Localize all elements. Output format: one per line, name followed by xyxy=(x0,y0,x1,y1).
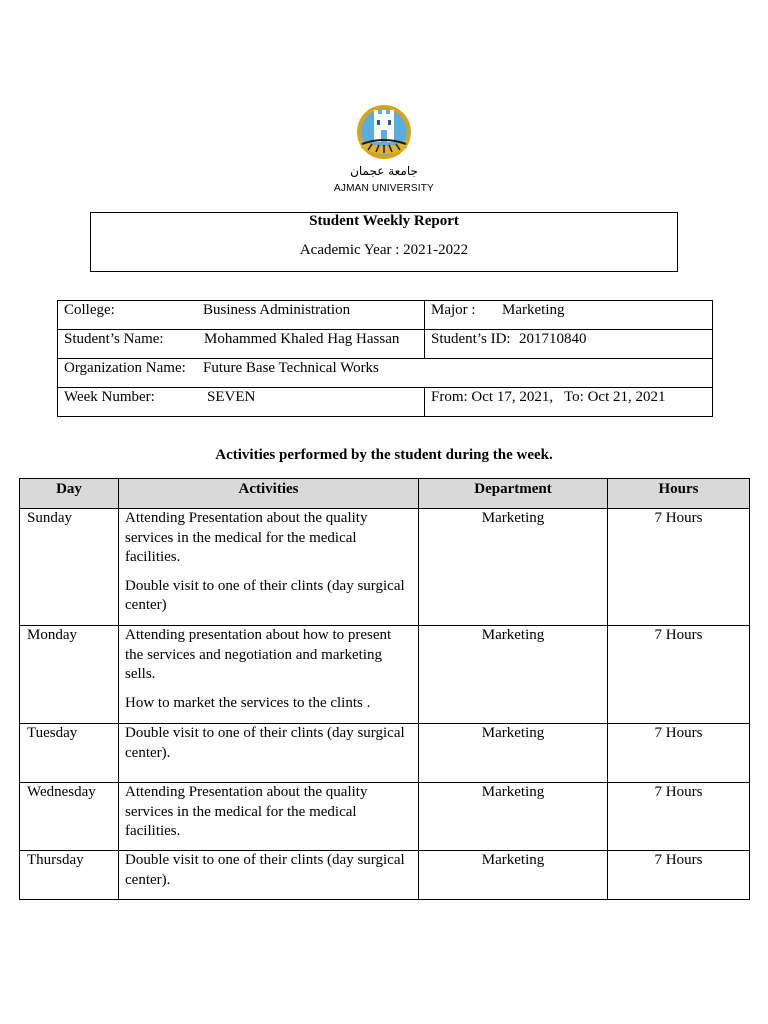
major-label: Major : xyxy=(431,302,476,318)
major-value: Marketing xyxy=(502,302,565,318)
activity-item: Double visit to one of their clints (day surgical center). xyxy=(125,725,405,761)
activities-cell xyxy=(119,851,419,900)
activities-cell xyxy=(119,626,419,724)
activity-item: How to market the services to the clints . xyxy=(125,694,371,711)
student-id-value: 201710840 xyxy=(519,331,587,347)
student-id-label: Student’s ID: xyxy=(431,331,511,347)
info-row-student-name xyxy=(58,330,713,359)
hours-cell: 7 Hours xyxy=(608,724,750,783)
college-label: College: xyxy=(64,302,115,318)
day-cell: Monday xyxy=(20,626,119,724)
student-name-label: Student’s Name: xyxy=(64,331,164,347)
department-cell: Marketing xyxy=(419,724,608,783)
university-name-arabic: جامعة عجمان xyxy=(350,164,418,178)
table-row xyxy=(20,724,750,783)
organization-label: Organization Name: xyxy=(64,360,186,376)
day-cell: Tuesday xyxy=(20,724,119,783)
activities-cell xyxy=(119,509,419,626)
university-name-english: AJMAN UNIVERSITY xyxy=(334,183,434,194)
college-value: Business Administration xyxy=(203,302,351,318)
activity-item: Double visit to one of their clints (day surgical center) xyxy=(125,577,405,613)
department-cell: Marketing xyxy=(419,626,608,724)
student-name-value: Mohammed Khaled Hag Hassan xyxy=(204,331,400,347)
report-title: Student Weekly Report xyxy=(309,213,459,229)
table-row xyxy=(20,783,750,851)
student-info-table xyxy=(57,300,713,417)
table-row xyxy=(20,851,750,900)
info-row-week xyxy=(58,388,713,417)
column-header-hours: Hours xyxy=(608,479,750,509)
column-header-activities: Activities xyxy=(119,479,419,509)
table-row xyxy=(20,509,750,626)
activities-header-row xyxy=(20,479,750,509)
activities-table xyxy=(19,478,750,900)
week-date-range: From: Oct 17, 2021, To: Oct 21, 2021 xyxy=(431,389,666,405)
hours-cell: 7 Hours xyxy=(608,783,750,851)
activity-item: Attending Presentation about the quality services in the medical for the medical facilities. xyxy=(125,510,368,565)
activities-cell xyxy=(119,724,419,783)
day-cell: Sunday xyxy=(20,509,119,626)
department-cell: Marketing xyxy=(419,783,608,851)
day-cell: Wednesday xyxy=(20,783,119,851)
activities-section-title: Activities performed by the student during the week. xyxy=(215,447,553,463)
hours-cell: 7 Hours xyxy=(608,626,750,724)
university-emblem-icon xyxy=(332,100,436,164)
column-header-department: Department xyxy=(419,479,608,509)
activities-cell xyxy=(119,783,419,851)
department-cell: Marketing xyxy=(419,509,608,626)
academic-year: Academic Year : 2021-2022 xyxy=(299,242,469,258)
activity-item: Double visit to one of their clints (day surgical center). xyxy=(125,852,405,888)
organization-value: Future Base Technical Works xyxy=(203,360,379,376)
university-logo xyxy=(332,100,436,198)
activity-item: Attending Presentation about the quality services in the medical for the medical facilities. xyxy=(125,784,368,839)
report-title-box xyxy=(90,212,678,272)
day-cell: Thursday xyxy=(20,851,119,900)
week-number-value: SEVEN xyxy=(207,389,256,405)
info-row-college xyxy=(58,301,713,330)
hours-cell: 7 Hours xyxy=(608,509,750,626)
hours-cell: 7 Hours xyxy=(608,851,750,900)
week-number-label: Week Number: xyxy=(64,389,155,405)
activity-item: Attending presentation about how to present the services and negotiation and marketing sells. xyxy=(125,627,392,682)
table-row xyxy=(20,626,750,724)
info-row-organization xyxy=(58,359,713,388)
department-cell: Marketing xyxy=(419,851,608,900)
column-header-day: Day xyxy=(20,479,119,509)
